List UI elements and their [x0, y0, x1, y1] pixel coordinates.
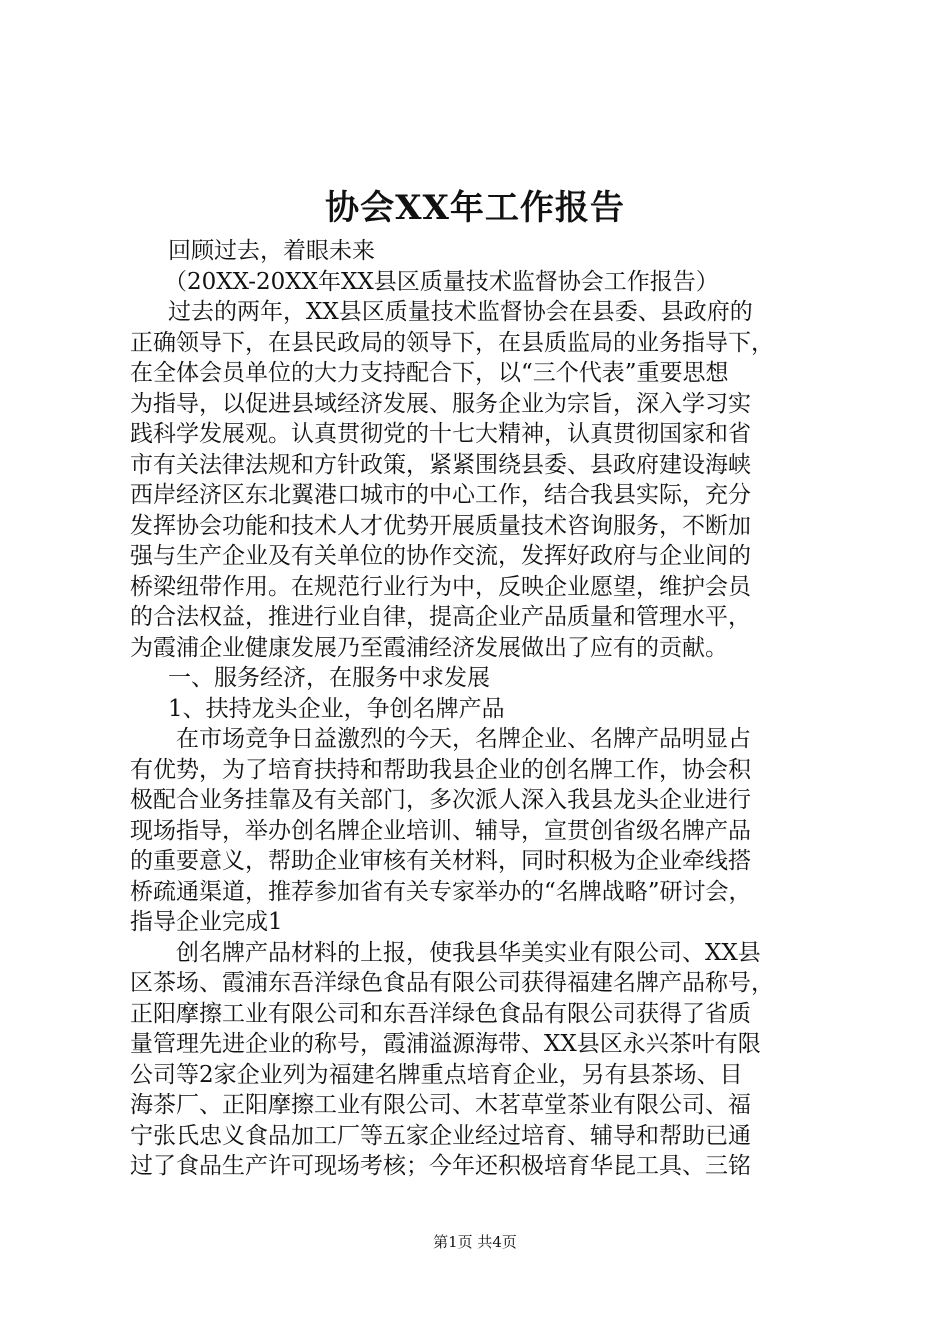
paragraph-line: 区茶场、霞浦东吾洋绿色食品有限公司获得福建名牌产品称号，: [130, 970, 774, 996]
paragraph-line: 正阳摩擦工业有限公司和东吾洋绿色食品有限公司获得了省质: [130, 1000, 751, 1027]
paragraph-line: 强与生产企业及有关单位的协作交流，发挥好政府与企业间的: [130, 543, 751, 569]
paragraph-line: 海茶厂、正阳摩擦工业有限公司、木茗草堂茶业有限公司、福: [130, 1092, 751, 1118]
paragraph-line: 宁张氏忠义食品加工厂等五家企业经过培育、辅导和帮助已通: [130, 1122, 751, 1149]
subtitle-report-name: （20XX-20XX年XX县区质量技术监督协会工作报告）: [164, 268, 719, 295]
paragraph-line: 市有关法律法规和方针政策，紧紧围绕县委、县政府建设海峡: [130, 451, 751, 478]
paragraph-line: 在全体会员单位的大力支持配合下，以“三个代表”重要思想: [130, 360, 729, 386]
paragraph-line: 正确领导下，在县民政局的领导下，在县质监局的业务指导下，: [130, 329, 774, 356]
page-footer: 第1页 共4页: [433, 1233, 517, 1251]
paragraph-line: 桥梁纽带作用。在规范行业行为中，反映企业愿望，维护会员: [130, 573, 751, 600]
document-body: [130, 236, 830, 1182]
subsection-heading: 1、扶持龙头企业，争创名牌产品: [168, 695, 505, 722]
paragraph-line: 为霞浦企业健康发展乃至霞浦经济发展做出了应有的贡献。: [130, 634, 728, 661]
paragraph-line: 量管理先进企业的称号，霞浦溢源海带、XX县区永兴茶叶有限: [130, 1031, 761, 1057]
paragraph-line: 创名牌产品材料的上报，使我县华美实业有限公司、XX县: [176, 939, 761, 966]
paragraph-line: 西岸经济区东北翼港口城市的中心工作，结合我县实际，充分: [130, 482, 751, 508]
paragraph-line: 的合法权益，推进行业自律，提高企业产品质量和管理水平，: [130, 604, 751, 630]
section-heading: 一、服务经济，在服务中求发展: [168, 665, 490, 691]
document-title: 协会XX年工作报告: [325, 188, 625, 228]
paragraph-line: 桥疏通渠道，推荐参加省有关专家举办的“名牌战略”研讨会，: [130, 878, 752, 905]
subtitle: 回顾过去，着眼未来: [168, 238, 375, 264]
paragraph-line: 过去的两年，XX县区质量技术监督协会在县委、县政府的: [168, 299, 753, 325]
paragraph-line: 的重要意义，帮助企业审核有关材料，同时积极为企业牵线搭: [130, 848, 751, 874]
paragraph-line: 践科学发展观。认真贯彻党的十七大精神，认真贯彻国家和省: [130, 421, 751, 447]
paragraph-line: 在市场竞争日益激烈的今天，名牌企业、名牌产品明显占: [176, 726, 751, 752]
paragraph-line: 现场指导，举办创名牌企业培训、辅导，宣贯创省级名牌产品: [130, 817, 751, 844]
paragraph-line: 有优势，为了培育扶持和帮助我县企业的创名牌工作，协会积: [130, 756, 751, 783]
paragraph-line: 公司等2家企业列为福建名牌重点培育企业，另有县茶场、目: [130, 1061, 743, 1088]
paragraph-line: 发挥协会功能和技术人才优势开展质量技术咨询服务，不断加: [130, 512, 751, 539]
paragraph-line: 过了食品生产许可现场考核；今年还积极培育华昆工具、三铭: [130, 1153, 751, 1179]
paragraph-line: 极配合业务挂靠及有关部门，多次派人深入我县龙头企业进行: [130, 787, 751, 813]
paragraph-line: 为指导，以促进县域经济发展、服务企业为宗旨，深入学习实: [130, 390, 751, 417]
paragraph-line: 指导企业完成1: [130, 909, 283, 935]
